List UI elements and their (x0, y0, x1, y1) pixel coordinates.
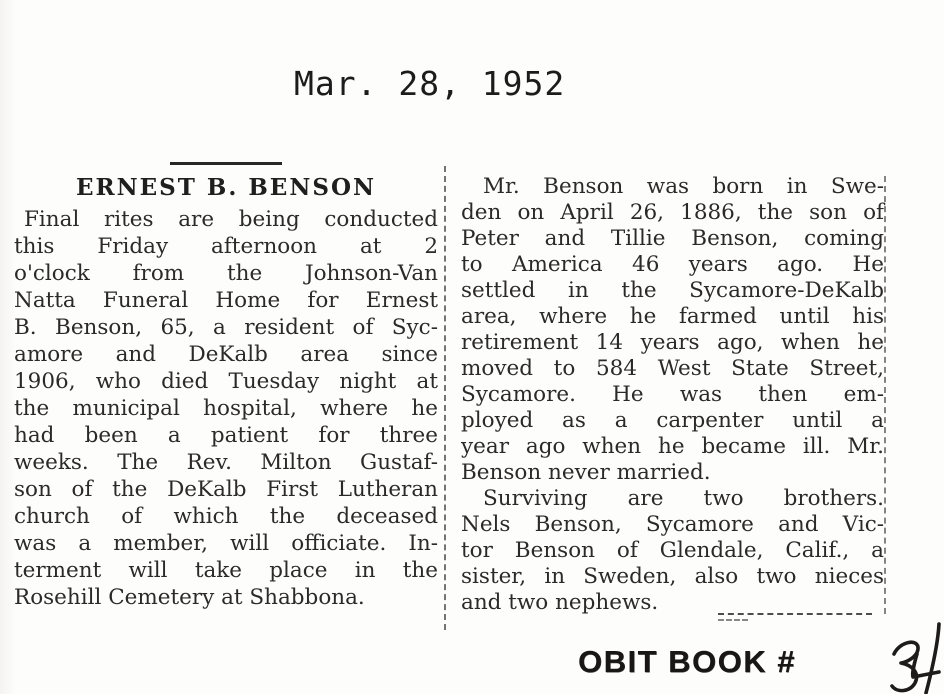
body-line: moved to 584 West State Street, (461, 356, 884, 381)
column-divider-dashed-rule (444, 166, 446, 630)
body-line: tor Benson of Glendale, Calif., a (461, 538, 884, 563)
body-line: settled in the Sycamore-DeKalb (461, 278, 884, 303)
article-end-rule (718, 613, 872, 615)
article-left-column (14, 156, 438, 611)
article-end-rule-smudge (718, 619, 748, 621)
obit-book-stamp-label: OBIT BOOK # (578, 644, 797, 679)
article-right-column (461, 174, 884, 616)
body-line: Peter and Tillie Benson, coming (461, 226, 884, 251)
body-line: terment will take place in the (14, 558, 438, 583)
body-line: den on April 26, 1886, the son of (461, 200, 884, 225)
body-line: Final rites are being conducted (24, 207, 438, 232)
handwritten-obit-book-number (886, 596, 944, 694)
body-line: Surviving are two brothers. (483, 486, 884, 511)
body-line: sister, in Sweden, also two nieces (461, 564, 884, 589)
body-line: B. Benson, 65, a resident of Syc- (14, 315, 438, 340)
body-line: Nels Benson, Sycamore and Vic- (461, 512, 884, 537)
article-headline: ERNEST B. BENSON (75, 174, 377, 201)
body-line: to America 46 years ago. He (461, 252, 884, 277)
body-line: 1906, who died Tuesday night at (14, 369, 438, 394)
body-line: Natta Funeral Home for Ernest (14, 288, 438, 313)
headline-rule (170, 162, 282, 165)
body-line: son of the DeKalb First Lutheran (14, 477, 438, 502)
body-line: Sycamore. He was then em- (461, 382, 884, 407)
body-line: church of which the deceased (14, 504, 438, 529)
date-stamp: Mar. 28, 1952 (294, 64, 566, 103)
body-line: and two nephews. (461, 590, 659, 615)
body-line: had been a patient for three (14, 423, 438, 448)
body-line: retirement 14 years ago, when he (461, 330, 884, 355)
body-line: weeks. The Rev. Milton Gustaf- (14, 450, 438, 475)
body-line: ployed as a carpenter until a (461, 408, 884, 433)
body-line: this Friday afternoon at 2 (14, 234, 438, 259)
body-line: the municipal hospital, where he (14, 396, 438, 421)
handwritten-34-drawing (886, 596, 944, 694)
body-line: Benson never married. (461, 460, 711, 485)
body-line: year ago when he became ill. Mr. (461, 434, 884, 459)
body-line: Rosehill Cemetery at Shabbona. (14, 585, 365, 610)
body-line: area, where he farmed until his (461, 304, 884, 329)
body-line: o'clock from the Johnson-Van (14, 261, 438, 286)
body-line: Mr. Benson was born in Swe- (483, 174, 884, 199)
clipping-edge-dashed-rule (884, 176, 886, 614)
body-line: amore and DeKalb area since (14, 342, 438, 367)
body-line: was a member, will officiate. In- (14, 531, 438, 556)
